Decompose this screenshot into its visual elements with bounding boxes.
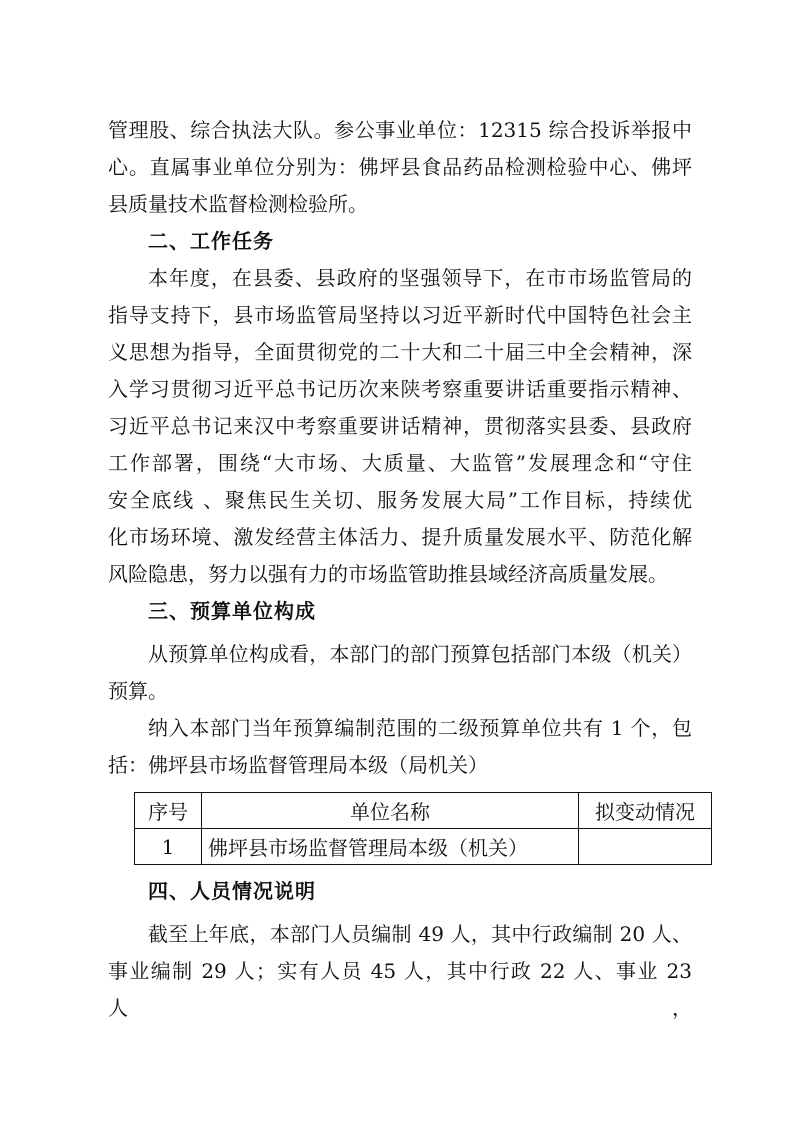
section-2-line: 指导支持下，县市场监管局坚持以习近平新时代中国特色社会主 (108, 303, 692, 327)
section-3-para-1-line-2: 预算。 (108, 679, 168, 703)
section-3-para-2-line-1: 纳入本部门当年预算编制范围的二级预算单位共有 1 个，包 (148, 716, 692, 740)
table-row (135, 829, 712, 865)
section-2-line: 工作部署，围绕“大市场、大质量、大监管”发展理念和“守住 (108, 451, 692, 475)
intro-line-3: 县质量技术监督检测检验所。 (108, 192, 368, 216)
budget-unit-table (134, 792, 712, 865)
section-4-line-1: 截至上年底，本部门人员编制 49 人，其中行政编制 20 人、 (148, 922, 692, 946)
header-serial: 序号 (135, 793, 202, 829)
section-2-line: 风险隐患，努力以强有力的市场监管助推县域经济高质量发展。 (108, 562, 668, 586)
section-2-line: 化市场环境、激发经营主体活力、提升质量发展水平、防范化解 (108, 525, 692, 549)
document-page (108, 112, 695, 1027)
section-4-heading: 四、人员情况说明 (148, 879, 316, 903)
section-2-line: 安全底线 、聚焦民生关切、服务发展大局”工作目标，持续优 (108, 488, 692, 512)
table-header-row (135, 793, 712, 829)
section-4-line-2: 事业编制 29 人；实有人员 45 人，其中行政 22 人、事业 23 人， (108, 959, 692, 1020)
cell-unit-name: 佛坪县市场监督管理局本级（机关） (202, 829, 579, 865)
section-3-heading: 三、预算单位构成 (148, 599, 316, 623)
header-change: 拟变动情况 (579, 793, 712, 829)
section-2-line: 义思想为指导，全面贯彻党的二十大和二十届三中全会精神，深 (108, 340, 692, 364)
section-3-para-2-line-2: 括：佛坪县市场监督管理局本级（局机关） (108, 753, 488, 777)
cell-serial: 1 (135, 829, 202, 865)
section-2-line: 入学习贯彻习近平总书记历次来陕考察重要讲话重要指示精神、 (108, 377, 692, 401)
section-2-heading: 二、工作任务 (148, 229, 274, 253)
section-3-para-1-line-1: 从预算单位构成看，本部门的部门预算包括部门本级（机关） (148, 642, 692, 666)
cell-change (579, 829, 712, 865)
section-2-line: 本年度，在县委、县政府的坚强领导下，在市市场监管局的 (148, 266, 692, 290)
header-unit-name: 单位名称 (202, 793, 579, 829)
section-2-line: 习近平总书记来汉中考察重要讲话精神，贯彻落实县委、县政府 (108, 414, 692, 438)
intro-line-1: 管理股、综合执法大队。参公事业单位：12315 综合投诉举报中 (108, 118, 692, 142)
intro-line-2: 心。直属事业单位分别为：佛坪县食品药品检测检验中心、佛坪 (108, 155, 692, 179)
